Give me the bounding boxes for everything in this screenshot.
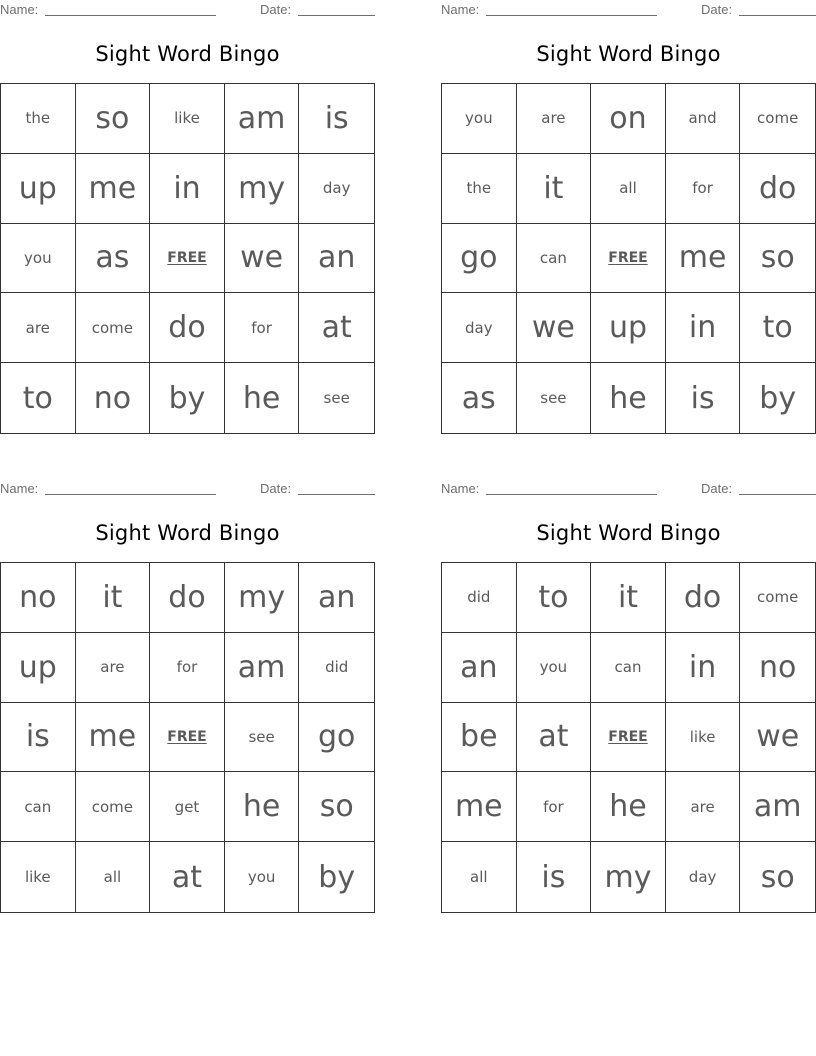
date-field[interactable] (739, 494, 816, 495)
bingo-cell: are (666, 772, 741, 842)
free-space: FREE (591, 224, 666, 294)
bingo-cell: an (299, 563, 374, 633)
name-label: Name: (0, 481, 39, 496)
bingo-card-2 (441, 0, 816, 434)
bingo-cell: like (150, 84, 225, 154)
bingo-card-1 (0, 0, 375, 434)
date-field[interactable] (739, 15, 816, 16)
bingo-cell: all (76, 842, 151, 912)
bingo-cell: like (666, 703, 741, 773)
card-title: Sight Word Bingo (95, 42, 280, 66)
bingo-cell: is (517, 842, 592, 912)
bingo-cell: as (442, 363, 517, 433)
date-field[interactable] (298, 15, 375, 16)
name-label: Name: (441, 2, 480, 17)
bingo-cell: see (517, 363, 592, 433)
bingo-cell: for (517, 772, 592, 842)
bingo-cell: come (76, 293, 151, 363)
bingo-cell: are (517, 84, 592, 154)
bingo-cell: you (225, 842, 300, 912)
bingo-cell: are (76, 633, 151, 703)
card-title: Sight Word Bingo (536, 42, 721, 66)
bingo-cell: up (1, 154, 76, 224)
date-label: Date: (701, 2, 733, 17)
bingo-grid (441, 83, 816, 434)
bingo-cell: up (1, 633, 76, 703)
name-field[interactable] (45, 494, 216, 495)
bingo-cell: as (76, 224, 151, 294)
bingo-grid (0, 562, 375, 913)
bingo-cell: am (740, 772, 815, 842)
bingo-cell: he (591, 363, 666, 433)
name-label: Name: (441, 481, 480, 496)
bingo-cell: up (591, 293, 666, 363)
bingo-cell: for (150, 633, 225, 703)
bingo-cell: an (299, 224, 374, 294)
bingo-cell: do (150, 563, 225, 633)
date-label: Date: (260, 481, 292, 496)
bingo-cell: so (760, 859, 795, 895)
bingo-cell: to (517, 563, 592, 633)
bingo-card-3 (0, 479, 375, 913)
bingo-cell: at (517, 703, 592, 773)
bingo-cell: so (299, 772, 374, 842)
bingo-cell: go (442, 224, 517, 294)
bingo-cell: so (740, 224, 815, 294)
name-label: Name: (0, 2, 39, 17)
bingo-cell: my (225, 154, 300, 224)
card-header (0, 2, 375, 20)
bingo-cell: at (150, 842, 225, 912)
bingo-cell: you (442, 84, 517, 154)
bingo-cell: day (666, 842, 741, 912)
bingo-cell: and (666, 84, 741, 154)
bingo-cell: he (225, 772, 300, 842)
bingo-cell: am (225, 84, 300, 154)
name-field[interactable] (45, 15, 216, 16)
bingo-grid (0, 83, 375, 434)
bingo-cell: my (591, 842, 666, 912)
bingo-cell: can (1, 772, 76, 842)
bingo-cell: did (442, 563, 517, 633)
bingo-cell: an (442, 633, 517, 703)
free-space: FREE (150, 703, 225, 773)
card-title: Sight Word Bingo (95, 521, 280, 545)
bingo-cell: all (591, 154, 666, 224)
bingo-cell: by (150, 363, 225, 433)
bingo-cell: by (759, 380, 797, 416)
bingo-cell: me (666, 224, 741, 294)
date-label: Date: (701, 481, 733, 496)
bingo-cell: go (299, 703, 374, 773)
bingo-cell: see (323, 389, 350, 408)
bingo-cell: he (591, 772, 666, 842)
bingo-cell: my (225, 563, 300, 633)
bingo-cell: do (150, 293, 225, 363)
bingo-cell: we (740, 703, 815, 773)
bingo-cell: come (740, 563, 815, 633)
bingo-cell: no (740, 633, 815, 703)
bingo-cell: it (517, 154, 592, 224)
bingo-cell: to (1, 363, 76, 433)
bingo-cell: day (299, 154, 374, 224)
bingo-cell: we (517, 293, 592, 363)
name-field[interactable] (486, 494, 657, 495)
date-field[interactable] (298, 494, 375, 495)
bingo-cell: can (591, 633, 666, 703)
name-field[interactable] (486, 15, 657, 16)
card-header (441, 2, 816, 20)
bingo-cell: no (76, 363, 151, 433)
bingo-cell: are (1, 293, 76, 363)
bingo-cell: it (76, 563, 151, 633)
bingo-cell: by (318, 859, 356, 895)
bingo-cell: on (591, 84, 666, 154)
bingo-cell: the (442, 154, 517, 224)
bingo-cell: day (442, 293, 517, 363)
bingo-cell: in (666, 293, 741, 363)
bingo-card-4 (441, 479, 816, 913)
card-header (441, 481, 816, 499)
bingo-cell: in (666, 633, 741, 703)
bingo-cell: do (666, 563, 741, 633)
free-space: FREE (150, 224, 225, 294)
bingo-cell: is (299, 84, 374, 154)
card-title: Sight Word Bingo (536, 521, 721, 545)
date-label: Date: (260, 2, 292, 17)
bingo-cell: no (1, 563, 76, 633)
bingo-cell: it (591, 563, 666, 633)
bingo-cell: at (299, 293, 374, 363)
bingo-cell: is (1, 703, 76, 773)
bingo-cell: the (1, 84, 76, 154)
bingo-cell: so (76, 84, 151, 154)
bingo-cell: did (299, 633, 374, 703)
bingo-cell: me (76, 154, 151, 224)
bingo-cell: you (1, 224, 76, 294)
bingo-cell: like (1, 842, 76, 912)
bingo-cell: can (517, 224, 592, 294)
bingo-cell: get (150, 772, 225, 842)
free-space: FREE (591, 703, 666, 773)
bingo-cell: to (740, 293, 815, 363)
bingo-cell: he (225, 363, 300, 433)
bingo-cell: all (442, 842, 517, 912)
bingo-cell: do (740, 154, 815, 224)
bingo-cell: is (666, 363, 741, 433)
bingo-cell: you (517, 633, 592, 703)
bingo-cell: me (76, 703, 151, 773)
bingo-cell: for (225, 293, 300, 363)
bingo-cell: see (225, 703, 300, 773)
bingo-cell: come (740, 84, 815, 154)
bingo-cell: in (150, 154, 225, 224)
bingo-cell: we (225, 224, 300, 294)
bingo-cell: am (225, 633, 300, 703)
card-header (0, 481, 375, 499)
bingo-grid (441, 562, 816, 913)
bingo-cell: me (442, 772, 517, 842)
bingo-cell: come (76, 772, 151, 842)
bingo-cell: for (666, 154, 741, 224)
bingo-cell: be (442, 703, 517, 773)
